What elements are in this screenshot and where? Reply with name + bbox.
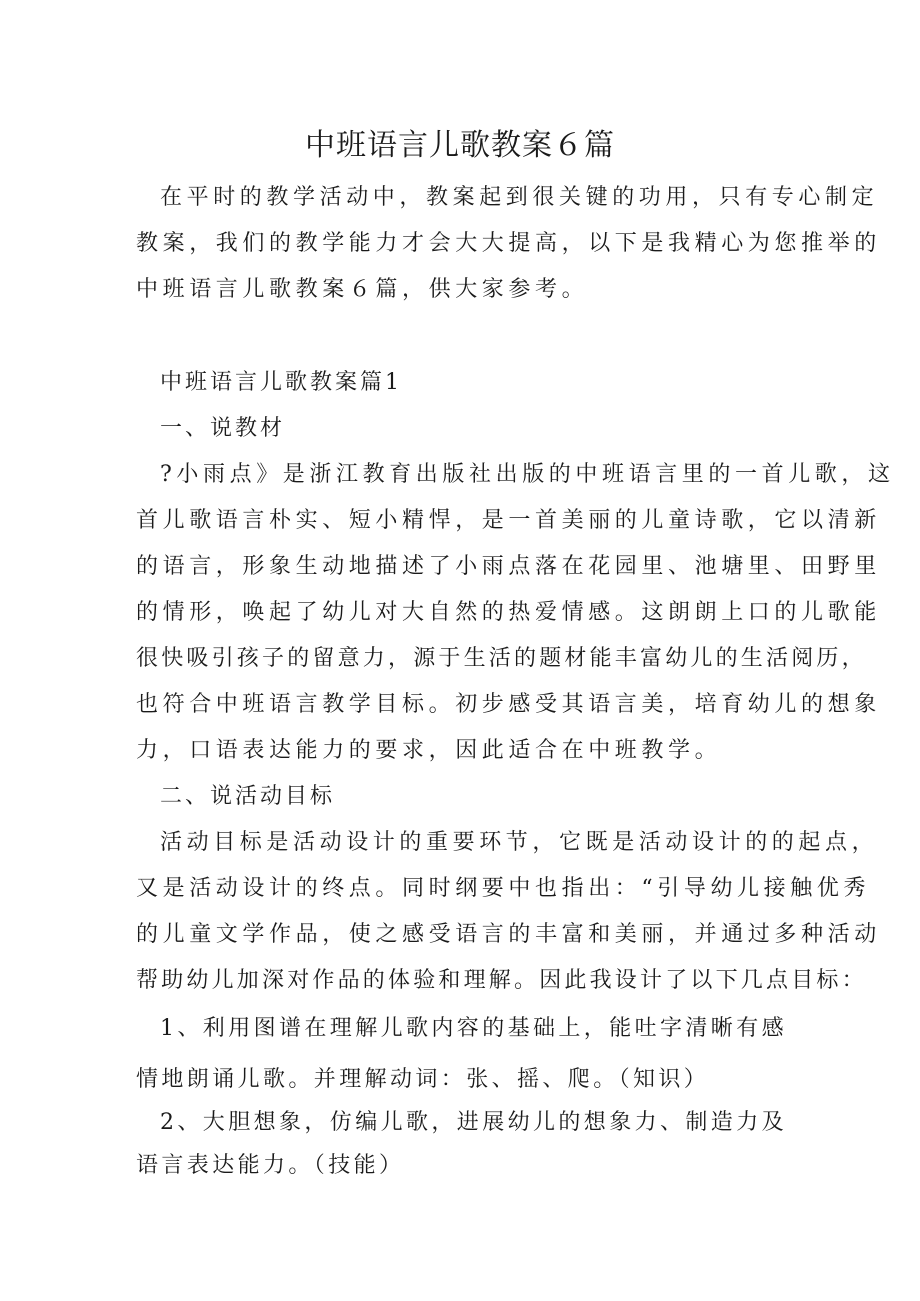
part2-heading: 二、说活动目标 xyxy=(160,784,336,809)
part1-line-5: 很快吸引孩子的留意力，源于生活的题材能丰富幼儿的生活阅历， xyxy=(136,646,867,671)
part1-line-4: 的情形，唤起了幼儿对大自然的热爱情感。这朗朗上口的儿歌能 xyxy=(136,600,881,625)
goal2-line-2: 语言表达能力。（技能） xyxy=(136,1153,405,1178)
goal2-line-1: 2、大胆想象，仿编儿歌，进展幼儿的想象力、制造力及 xyxy=(160,1110,787,1135)
document-title: 中班语言儿歌教案６篇 xyxy=(305,128,615,163)
part2-line-2: 又是活动设计的终点。同时纲要中也指出：“引导幼儿接触优秀 xyxy=(136,876,871,901)
part1-heading: 一、说教材 xyxy=(160,416,286,441)
section-title: 中班语言儿歌教案篇1 xyxy=(160,370,402,395)
part1-line-6: 也符合中班语言教学目标。初步感受其语言美，培育幼儿的想象 xyxy=(136,692,881,717)
part1-line-2: 首儿歌语言朴实、短小精悍，是一首美丽的儿童诗歌，它以清新 xyxy=(136,508,881,533)
intro-line-1: 在平时的教学活动中，教案起到很关键的功用，只有专心制定 xyxy=(160,185,879,210)
goal1-line-2: 情地朗诵儿歌。并理解动词：张、摇、爬。（知识） xyxy=(136,1067,710,1092)
part2-line-1: 活动目标是活动设计的重要环节，它既是活动设计的的起点， xyxy=(160,830,879,855)
goal1-line-1: 1、利用图谱在理解儿歌内容的基础上，能吐字清晰有感 xyxy=(160,1016,787,1041)
part2-line-3: 的儿童文学作品，使之感受语言的丰富和美丽，并通过多种活动 xyxy=(136,922,881,947)
intro-line-2: 教案，我们的教学能力才会大大提高，以下是我精心为您推举的 xyxy=(136,231,881,256)
part1-line-7: 力，口语表达能力的要求，因此适合在中班教学。 xyxy=(136,738,722,763)
part1-line-3: 的语言，形象生动地描述了小雨点落在花园里、池塘里、田野里 xyxy=(136,554,881,579)
part2-line-4: 帮助幼儿加深对作品的体验和理解。因此我设计了以下几点目标： xyxy=(136,968,867,993)
intro-line-3: 中班语言儿歌教案６篇，供大家参考。 xyxy=(136,277,589,302)
part1-line-1: ?小雨点》是浙江教育出版社出版的中班语言里的一首儿歌，这 xyxy=(160,462,895,487)
